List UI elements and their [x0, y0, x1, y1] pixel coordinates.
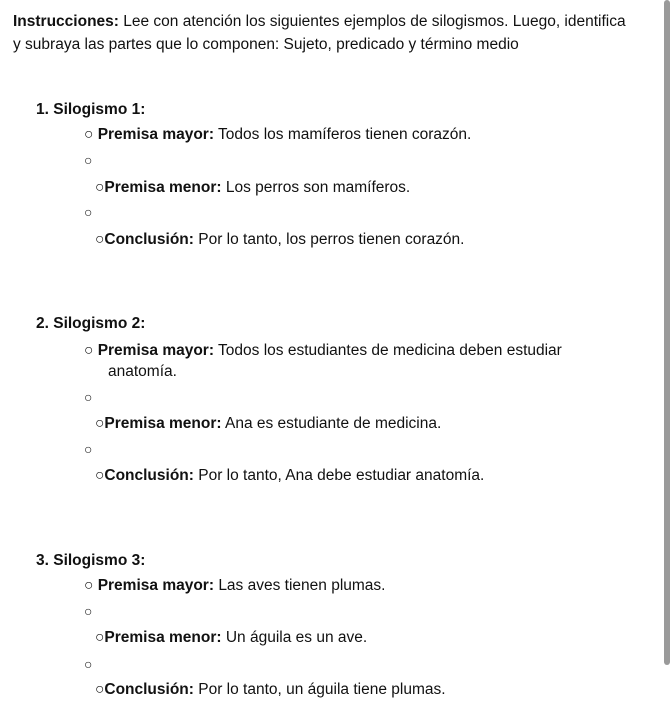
empty-bullet: ○ — [84, 656, 93, 672]
major-premise-text: Todos los estudiantes de medicina deben estudiar — [218, 342, 562, 359]
syllogism-1-heading: 1. Silogismo 1: — [36, 101, 146, 118]
minor-premise-text: Los perros son mamíferos. — [225, 179, 411, 196]
instructions-label: Instrucciones: — [13, 13, 119, 30]
syllogism-2-major-premise — [84, 340, 562, 362]
empty-bullet: ○ — [84, 603, 93, 619]
conclusion-text: Por lo tanto, Ana debe estudiar anatomía. — [198, 467, 485, 484]
major-premise-text: Todos los mamíferos tienen corazón. — [218, 126, 472, 143]
syllogism-1-major-premise — [84, 124, 471, 146]
conclusion-text: Por lo tanto, los perros tienen corazón. — [198, 231, 465, 248]
syllogism-3-major-premise — [84, 575, 385, 597]
major-premise-label: Premisa mayor: — [97, 577, 214, 594]
bullet: ○ — [95, 467, 105, 484]
conclusion-text: Por lo tanto, un águila tiene plumas. — [198, 681, 446, 698]
syllogism-2-conclusion — [95, 465, 484, 487]
bullet: ○ — [95, 681, 105, 698]
empty-bullet: ○ — [84, 389, 93, 405]
bullet: ○ — [95, 231, 105, 248]
bullet: ○ — [95, 629, 105, 646]
major-premise-label: Premisa mayor: — [97, 342, 214, 359]
conclusion-label: Conclusión: — [104, 231, 194, 248]
instructions-paragraph — [13, 11, 633, 56]
bullet: ○ — [95, 179, 105, 196]
syllogism-1-conclusion — [95, 229, 464, 251]
bullet: ○ — [84, 577, 94, 594]
major-premise-label: Premisa mayor: — [97, 126, 214, 143]
minor-premise-text: Un águila es un ave. — [225, 629, 368, 646]
bullet: ○ — [84, 126, 94, 143]
bullet: ○ — [95, 415, 105, 432]
minor-premise-label: Premisa menor: — [104, 179, 222, 196]
syllogism-3-conclusion — [95, 679, 446, 701]
major-premise-text: Las aves tienen plumas. — [218, 577, 386, 594]
syllogism-3-minor-premise — [95, 627, 367, 649]
minor-premise-text: Ana es estudiante de medicina. — [225, 415, 442, 432]
syllogism-3-heading: 3. Silogismo 3: — [36, 552, 146, 569]
minor-premise-label: Premisa menor: — [104, 629, 222, 646]
syllogism-1-minor-premise — [95, 177, 410, 199]
empty-bullet: ○ — [84, 152, 93, 168]
syllogism-2-major-premise-continuation: anatomía. — [108, 363, 177, 380]
instructions-text: Lee con atención los siguientes ejemplos de silogismos. Luego, identifica y subraya las partes que lo componen: Sujeto, predicado y término medio — [13, 13, 626, 53]
syllogism-2-heading: 2. Silogismo 2: — [36, 315, 146, 332]
vertical-scrollbar[interactable] — [664, 0, 670, 665]
bullet: ○ — [84, 342, 94, 359]
conclusion-label: Conclusión: — [104, 681, 194, 698]
empty-bullet: ○ — [84, 204, 93, 220]
conclusion-label: Conclusión: — [104, 467, 194, 484]
empty-bullet: ○ — [84, 441, 93, 457]
minor-premise-label: Premisa menor: — [104, 415, 222, 432]
syllogism-2-minor-premise — [95, 413, 441, 435]
